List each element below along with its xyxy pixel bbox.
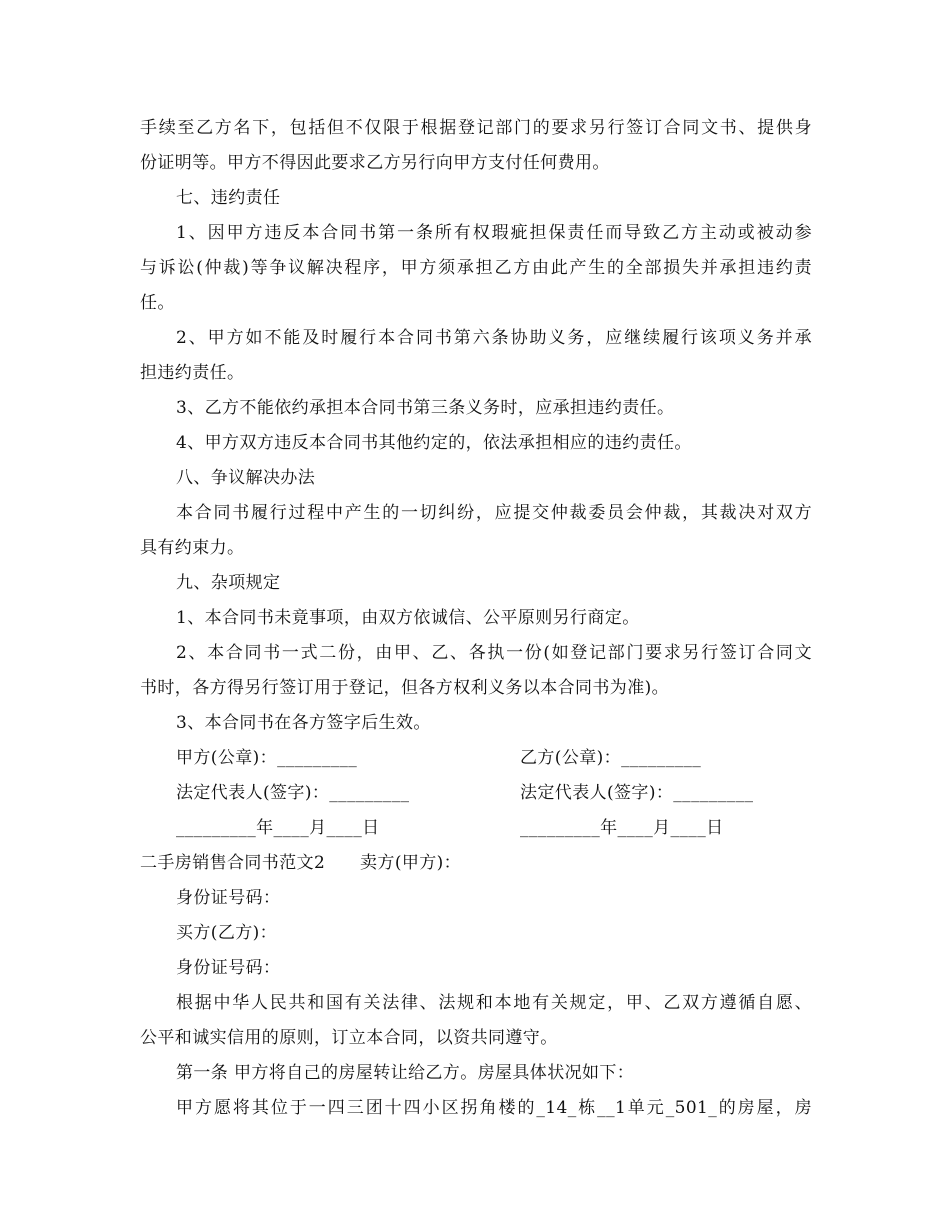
- paragraph-line: 1、本合同书未竟事项，由双方依诚信、公平原则另行商定。: [176, 608, 640, 628]
- party-a-seal-field: 甲方(公章)：_________: [176, 748, 358, 768]
- paragraph-line: 手续至乙方名下，包括但不仅限于根据登记部门的要求另行签订合同文书、提供身: [140, 118, 812, 138]
- paragraph-line: 身份证号码：: [176, 888, 281, 908]
- paragraph-line: 具有约束力。: [140, 538, 245, 558]
- paragraph-line: 任。: [140, 293, 175, 313]
- paragraph-line: 甲方愿将其位于一四三团十四小区拐角楼的_14_栋__1单元_501_的房屋，房: [176, 1098, 812, 1118]
- paragraph-line: 书时，各方得另行签订用于登记，但各方权利义务以本合同书为准)。: [140, 678, 670, 698]
- section-heading: 九、杂项规定: [176, 573, 281, 593]
- paragraph-line: 3、本合同书在各方签字后生效。: [176, 713, 431, 733]
- paragraph-line: 1、因甲方违反本合同书第一条所有权瑕疵担保责任而导致乙方主动或被动参: [176, 223, 812, 243]
- party-b-date-field: _________年____月____日: [520, 818, 724, 838]
- party-a-rep-field: 法定代表人(签字)：_________: [176, 783, 410, 803]
- paragraph-line: 本合同书履行过程中产生的一切纠纷，应提交仲裁委员会仲裁，其裁决对双方: [176, 503, 812, 523]
- paragraph-line: 2、甲方如不能及时履行本合同书第六条协助义务，应继续履行该项义务并承: [176, 328, 812, 348]
- party-b-rep-field: 法定代表人(签字)：_________: [520, 783, 754, 803]
- party-a-date-field: _________年____月____日: [176, 818, 380, 838]
- article-heading: 第一条 甲方将自己的房屋转让给乙方。房屋具体状况如下：: [176, 1063, 635, 1083]
- paragraph-line: 与诉讼(仲裁)等争议解决程序，甲方须承担乙方由此产生的全部损失并承担违约责: [140, 258, 812, 278]
- section-heading: 八、争议解决办法: [176, 468, 316, 488]
- paragraph-line: 3、乙方不能依约承担本合同书第三条义务时，应承担违约责任。: [176, 398, 675, 418]
- party-b-seal-field: 乙方(公章)：_________: [520, 748, 702, 768]
- paragraph-line: 4、甲方双方违反本合同书其他约定的，依法承担相应的违约责任。: [176, 433, 692, 453]
- section-heading: 七、违约责任: [176, 188, 281, 208]
- paragraph-line: 2、本合同书一式二份，由甲、乙、各执一份(如登记部门要求另行签订合同文: [176, 643, 812, 663]
- paragraph-line: 身份证号码：: [176, 958, 281, 978]
- paragraph-line: 公平和诚实信用的原则，订立本合同，以资共同遵守。: [140, 1028, 558, 1048]
- paragraph-line: 份证明等。甲方不得因此要求乙方另行向甲方支付任何费用。: [140, 153, 610, 173]
- paragraph-line: 根据中华人民共和国有关法律、法规和本地有关规定，甲、乙双方遵循自愿、: [176, 993, 812, 1013]
- document-title-line: 二手房销售合同书范文2 卖方(甲方)：: [140, 853, 462, 873]
- paragraph-line: 买方(乙方)：: [176, 923, 278, 943]
- paragraph-line: 担违约责任。: [140, 363, 245, 383]
